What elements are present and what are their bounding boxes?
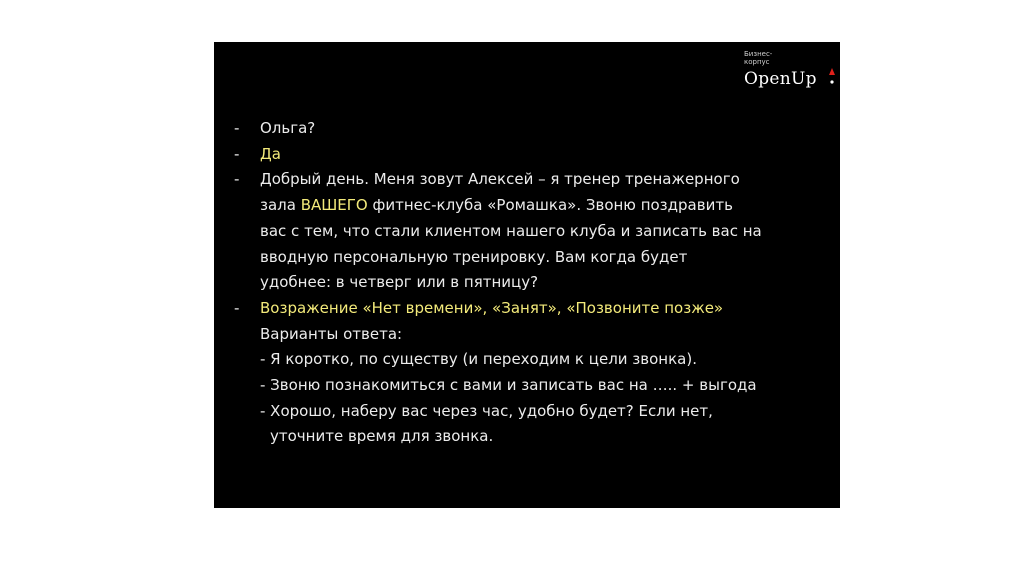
bullet-line-text: фитнес-клуба «Ромашка». Звоню поздравить [367,196,733,215]
answers-title-text: Варианты ответа: [260,324,403,343]
answer-item-1 [234,347,830,373]
bullet-line: удобнее: в четверг или в пятницу? [260,273,539,292]
bullet-dash: - [234,144,240,163]
answer-text: - Хорошо, наберу вас через час, удобно будет? Если нет, [260,401,713,420]
bullet-4 [234,296,830,322]
bullet-text: Возражение «Нет времени», «Занят», «Позвоните позже» [260,298,724,317]
logo-caption [744,50,772,66]
bullet-line: Добрый день. Меня зовут Алексей – я тренер тренажерного [260,170,740,189]
bullet-2 [234,142,830,168]
bullet-text: Да [260,144,281,163]
bullet-dash: - [234,119,240,137]
bullet-dash: - [234,298,240,317]
logo-caption-line-2: корпус [744,58,770,66]
bullet-line [234,193,830,219]
answer-item-3 [234,399,830,450]
answers-title [234,322,830,348]
bullet-1 [234,116,830,142]
answer-text: - Я коротко, по существу (и переходим к цели звонка). [260,350,697,369]
slide [214,42,840,508]
bullet-line: вас с тем, что стали клиентом нашего клуба и записать вас на [260,221,762,240]
logo-brand: OpenUp [744,69,817,89]
bullet-3 [234,167,830,296]
bullet-text: Ольга? [260,119,316,137]
bullet-dash: - [234,170,240,189]
openup-logo [744,50,836,94]
bullet-line: вводную персональную тренировку. Вам когда будет [260,247,688,266]
answer-text-continuation: уточните время для звонка. [270,427,494,446]
logo-caption-line-1: Бизнес- [744,50,773,58]
logo-triangle-icon [829,68,835,88]
answer-text: - Звоню познакомиться с вами и записать вас на ….. + выгода [260,376,757,395]
answer-item-2 [234,373,830,399]
emphasis-text: ВАШЕГО [300,196,368,215]
script-text [234,116,830,450]
bullet-line-text: зала [260,196,301,215]
